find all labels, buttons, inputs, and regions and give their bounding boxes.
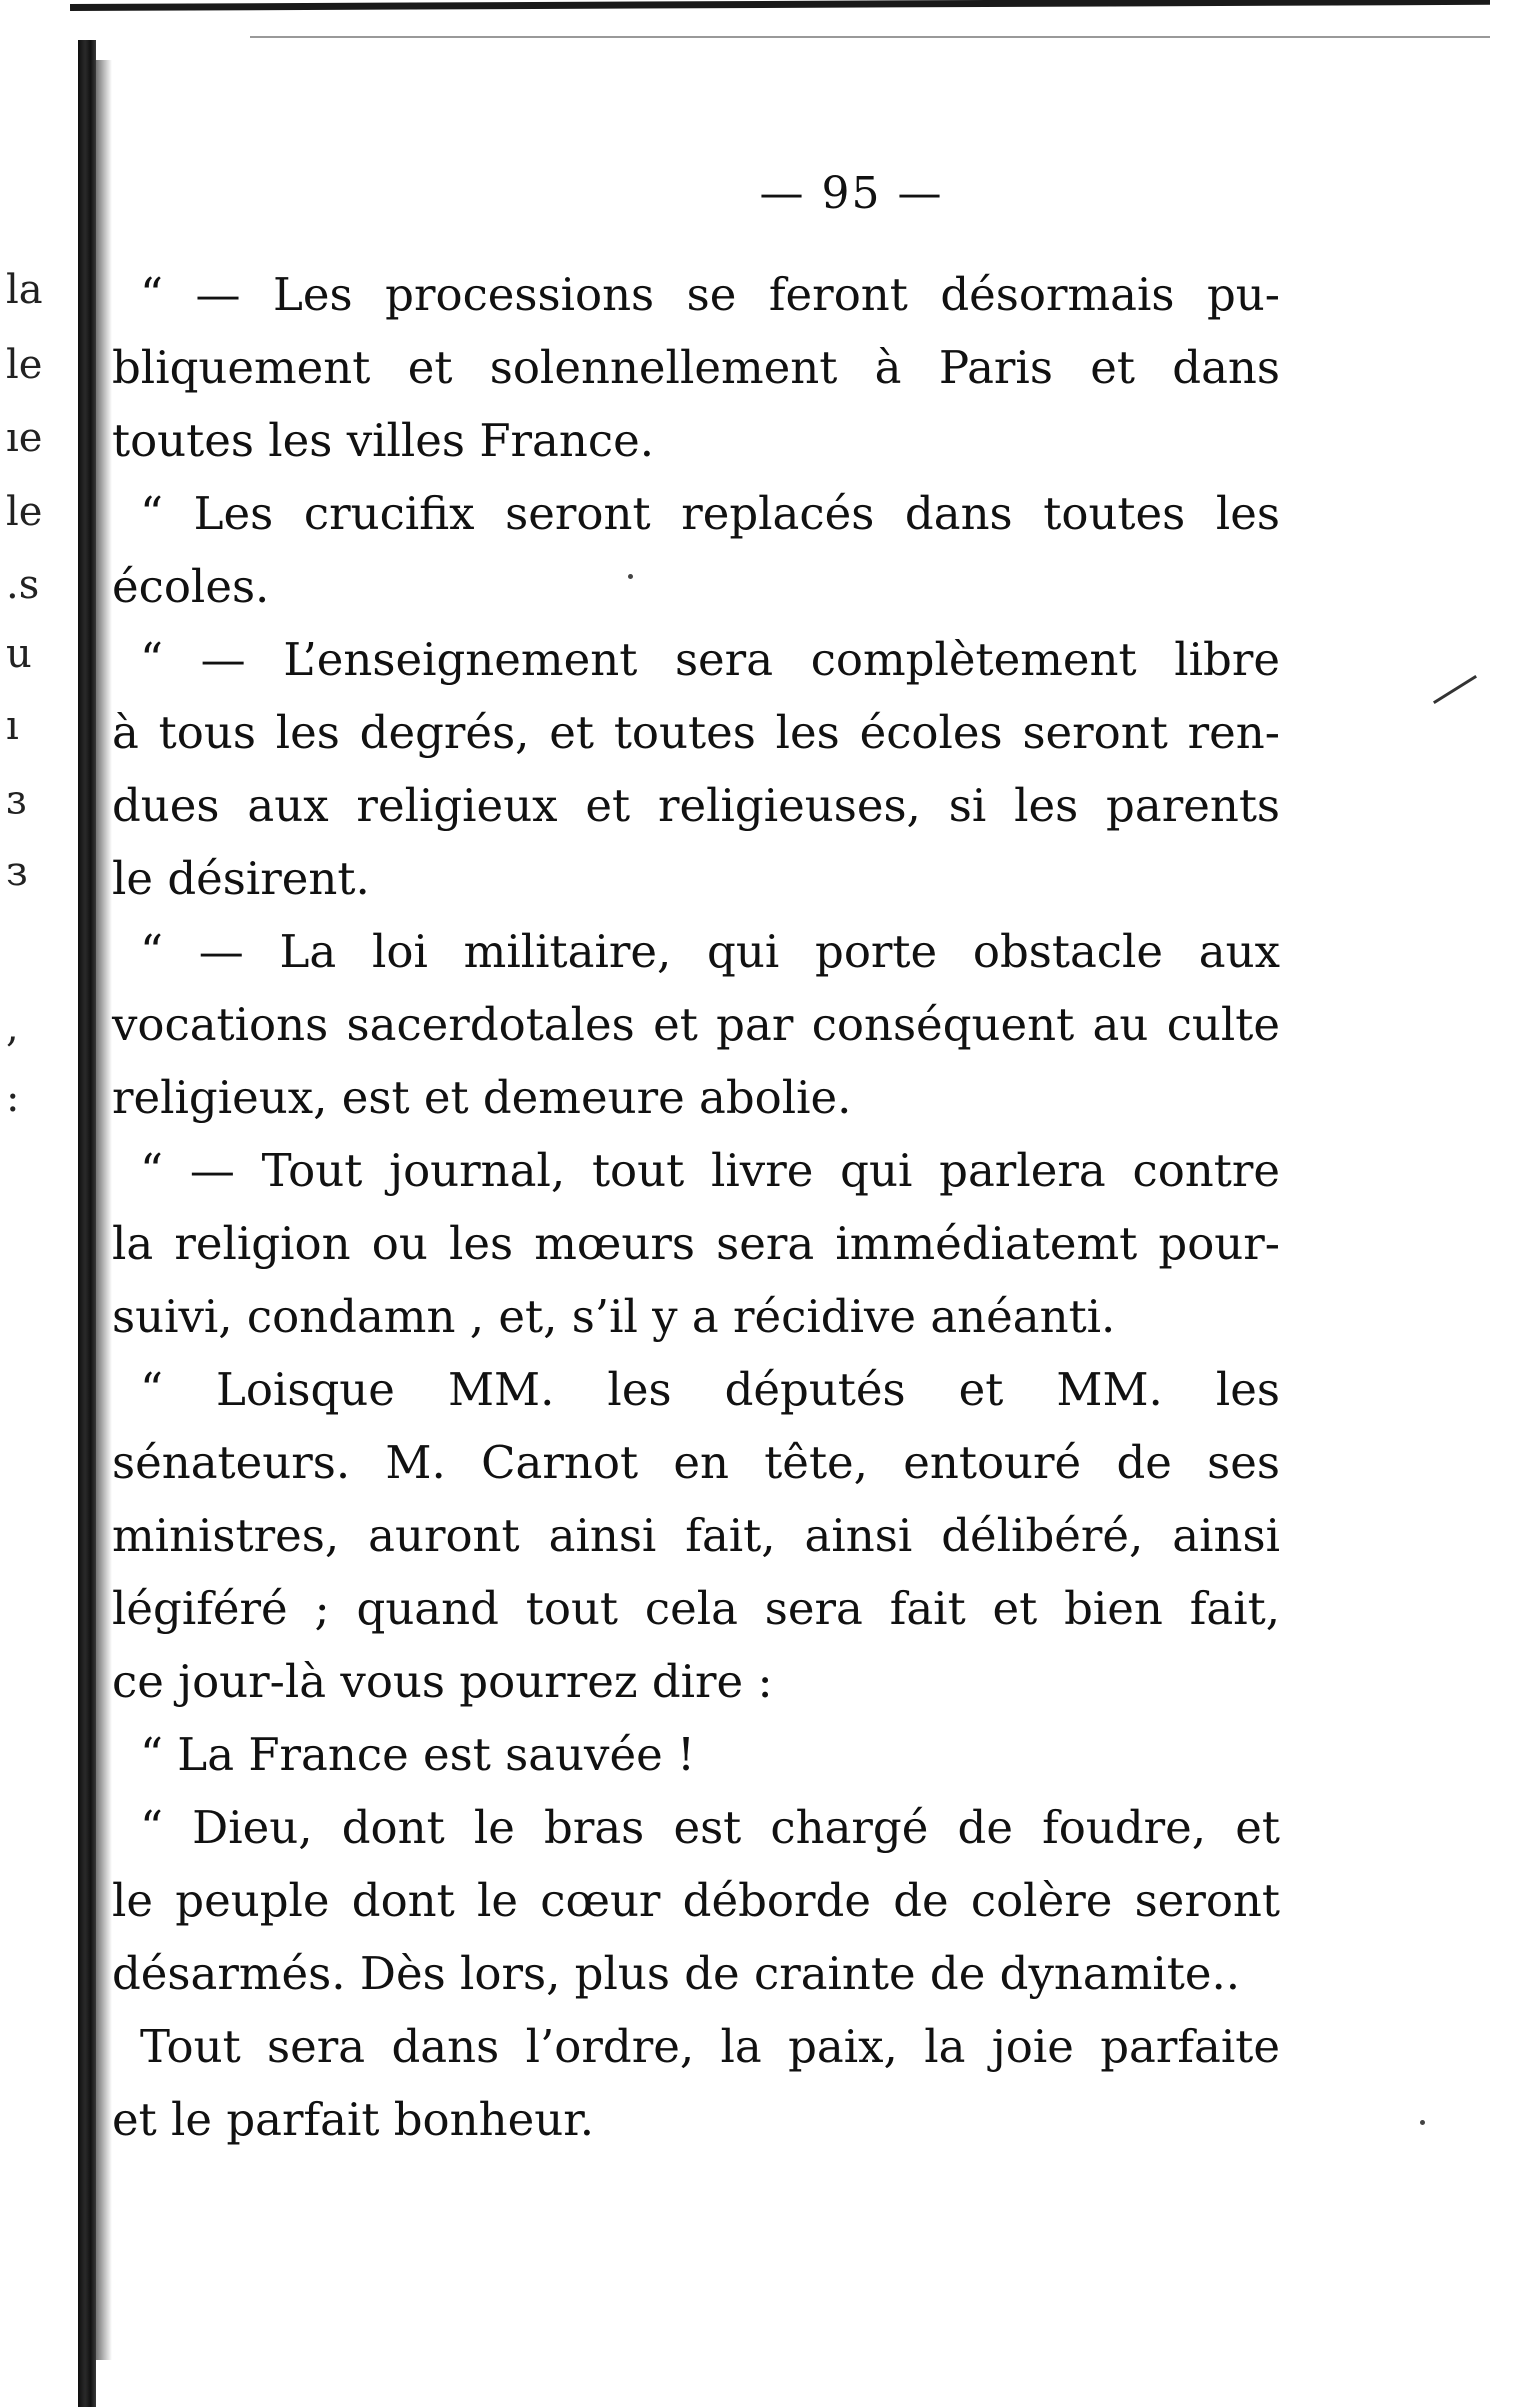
text-line: ce jour-là vous pourrez dire : [112, 1655, 773, 1708]
book-spine-shadow [78, 40, 96, 2407]
text-line: “ — Tout journal, tout livre qui parlera contre [140, 1144, 1280, 1197]
text-line: “ — L’enseignement sera complètement libre [140, 633, 1280, 686]
top-edge-thin-rule [250, 36, 1490, 38]
text-line: écoles. [112, 560, 270, 613]
margin-fragment: .s [6, 562, 40, 608]
margin-pencil-mark [1433, 675, 1477, 704]
speck [628, 574, 633, 579]
text-line: religieux, est et demeure abolie. [112, 1071, 852, 1124]
text-line: ministres, auront ainsi fait, ainsi délibéré, ainsi [112, 1509, 1280, 1562]
margin-fragment: la [6, 267, 43, 313]
text-line: à tous les degrés, et toutes les écoles seront ren- [112, 706, 1280, 759]
text-line: désarmés. Dès lors, plus de crainte de dynamite.. [112, 1947, 1241, 2000]
page-body-text [112, 258, 1280, 2156]
margin-fragment: ıe [6, 415, 43, 461]
text-line: “ — Les processions se feront désormais pu- [140, 268, 1280, 321]
margin-fragment: : [6, 1075, 20, 1121]
text-line: “ Loisque MM. les députés et MM. les [140, 1363, 1280, 1416]
text-line: “ Les crucifix seront replacés dans toutes les [140, 487, 1280, 540]
margin-fragment: u [6, 631, 32, 677]
text-line: vocations sacerdotales et par conséquent au culte [112, 998, 1280, 1051]
text-line: “ — La loi militaire, qui porte obstacle aux [140, 925, 1280, 978]
spine-gradient [96, 60, 112, 2360]
margin-fragment: le [6, 342, 43, 388]
text-line: le peuple dont le cœur déborde de colère seront [112, 1874, 1280, 1927]
text-line: dues aux religieux et religieuses, si les parents [112, 779, 1280, 832]
text-line: et le parfait bonheur. [112, 2093, 595, 2146]
text-line: bliquement et solennellement à Paris et dans [112, 341, 1280, 394]
text-line: suivi, condamn , et, s’il y a récidive anéanti. [112, 1290, 1116, 1343]
top-edge-rule [70, 0, 1490, 11]
page-number: — 95 — [759, 168, 944, 219]
margin-fragment: з [6, 849, 28, 895]
text-line: le désirent. [112, 852, 370, 905]
speck [1420, 2120, 1425, 2125]
text-line: légiféré ; quand tout cela sera fait et bien fait, [112, 1582, 1280, 1635]
margin-fragment: le [6, 489, 43, 535]
margin-fragment: ı [6, 703, 19, 749]
text-line: sénateurs. M. Carnot en tête, entouré de ses [112, 1436, 1280, 1489]
adjacent-page-fragments [0, 0, 70, 2407]
text-line: Tout sera dans l’ordre, la paix, la joie parfaite [140, 2020, 1280, 2073]
text-line: “ Dieu, dont le bras est chargé de foudre, et [140, 1801, 1280, 1854]
text-line: “ La France est sauvée ! [140, 1728, 696, 1781]
text-line: toutes les villes France. [112, 414, 654, 467]
margin-fragment: , [6, 1005, 19, 1051]
margin-fragment: ɜ [6, 777, 27, 823]
text-line: la religion ou les mœurs sera immédiatemt pour- [112, 1217, 1280, 1270]
